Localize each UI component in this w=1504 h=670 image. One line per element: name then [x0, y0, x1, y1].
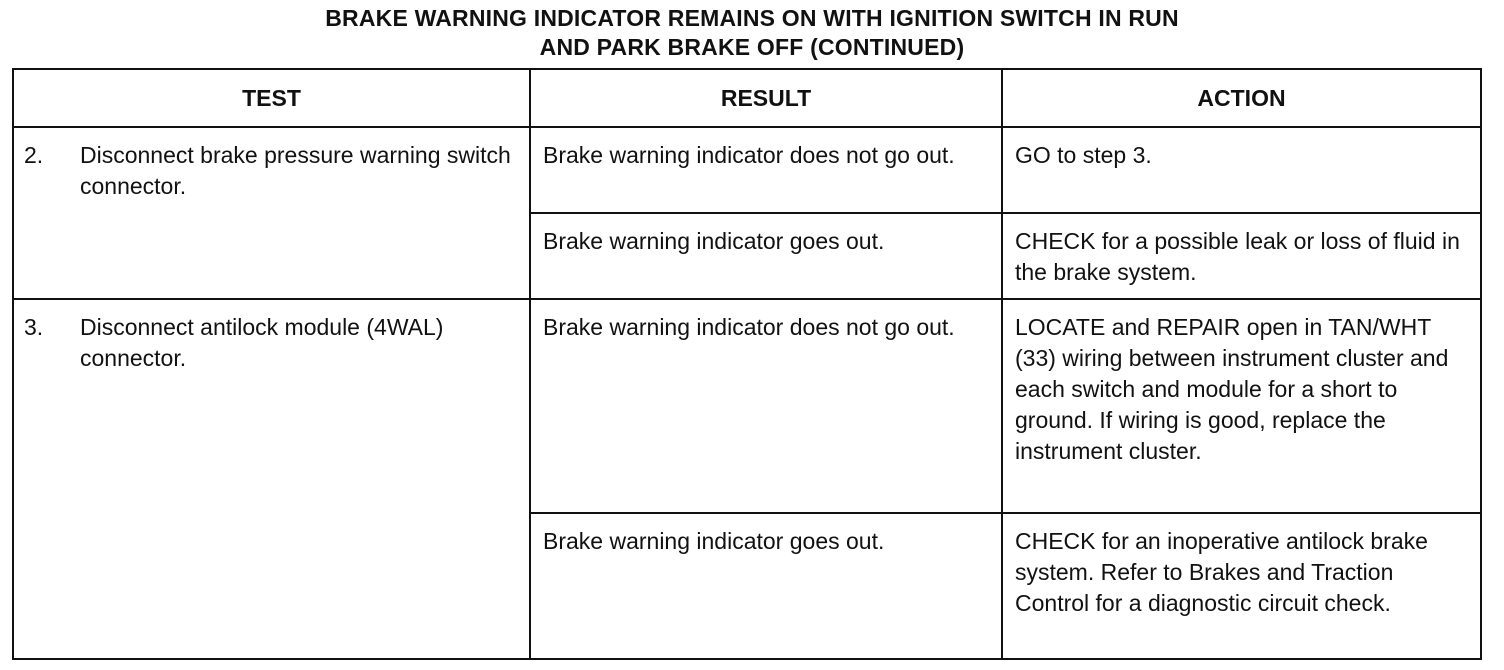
result-text: Brake warning indicator does not go out.: [543, 314, 955, 340]
action-text: CHECK for a possible leak or loss of fluid in the brake system.: [1015, 228, 1460, 285]
action-text: GO to step 3.: [1015, 142, 1152, 168]
table-row: [13, 127, 1481, 213]
action-cell: [1002, 513, 1481, 659]
test-description: Disconnect antilock module (4WAL) connector.: [80, 314, 444, 371]
page-title-line-1: BRAKE WARNING INDICATOR REMAINS ON WITH IGNITION SWITCH IN RUN: [325, 5, 1179, 31]
test-cell-step-2: [13, 127, 530, 299]
column-header-action: ACTION: [1002, 69, 1481, 127]
result-text: Brake warning indicator goes out.: [543, 528, 885, 554]
table-row: [13, 299, 1481, 513]
action-cell: [1002, 127, 1481, 213]
result-cell: [530, 213, 1002, 299]
action-cell: [1002, 299, 1481, 513]
test-description: Disconnect brake pressure warning switch connector.: [80, 142, 511, 199]
action-text: CHECK for an inoperative antilock brake system. Refer to Brakes and Traction Control for a diagnostic circuit check.: [1015, 528, 1428, 616]
column-header-test: TEST: [13, 69, 530, 127]
result-cell: [530, 299, 1002, 513]
table-header-row: [13, 69, 1481, 127]
page-title: [0, 4, 1504, 62]
result-text: Brake warning indicator does not go out.: [543, 142, 955, 168]
action-text: LOCATE and REPAIR open in TAN/WHT (33) wiring between instrument cluster and each switch and module for a short to ground. If wiring is good, replace the instrument cluster.: [1015, 314, 1449, 464]
column-header-result: RESULT: [530, 69, 1002, 127]
test-cell-step-3: [13, 299, 530, 659]
diagnostic-table: [12, 68, 1482, 660]
step-number: 2.: [24, 142, 44, 168]
result-cell: [530, 513, 1002, 659]
step-number: 3.: [24, 314, 44, 340]
result-cell: [530, 127, 1002, 213]
action-cell: [1002, 213, 1481, 299]
result-text: Brake warning indicator goes out.: [543, 228, 885, 254]
page-title-line-2: AND PARK BRAKE OFF (CONTINUED): [539, 34, 965, 60]
